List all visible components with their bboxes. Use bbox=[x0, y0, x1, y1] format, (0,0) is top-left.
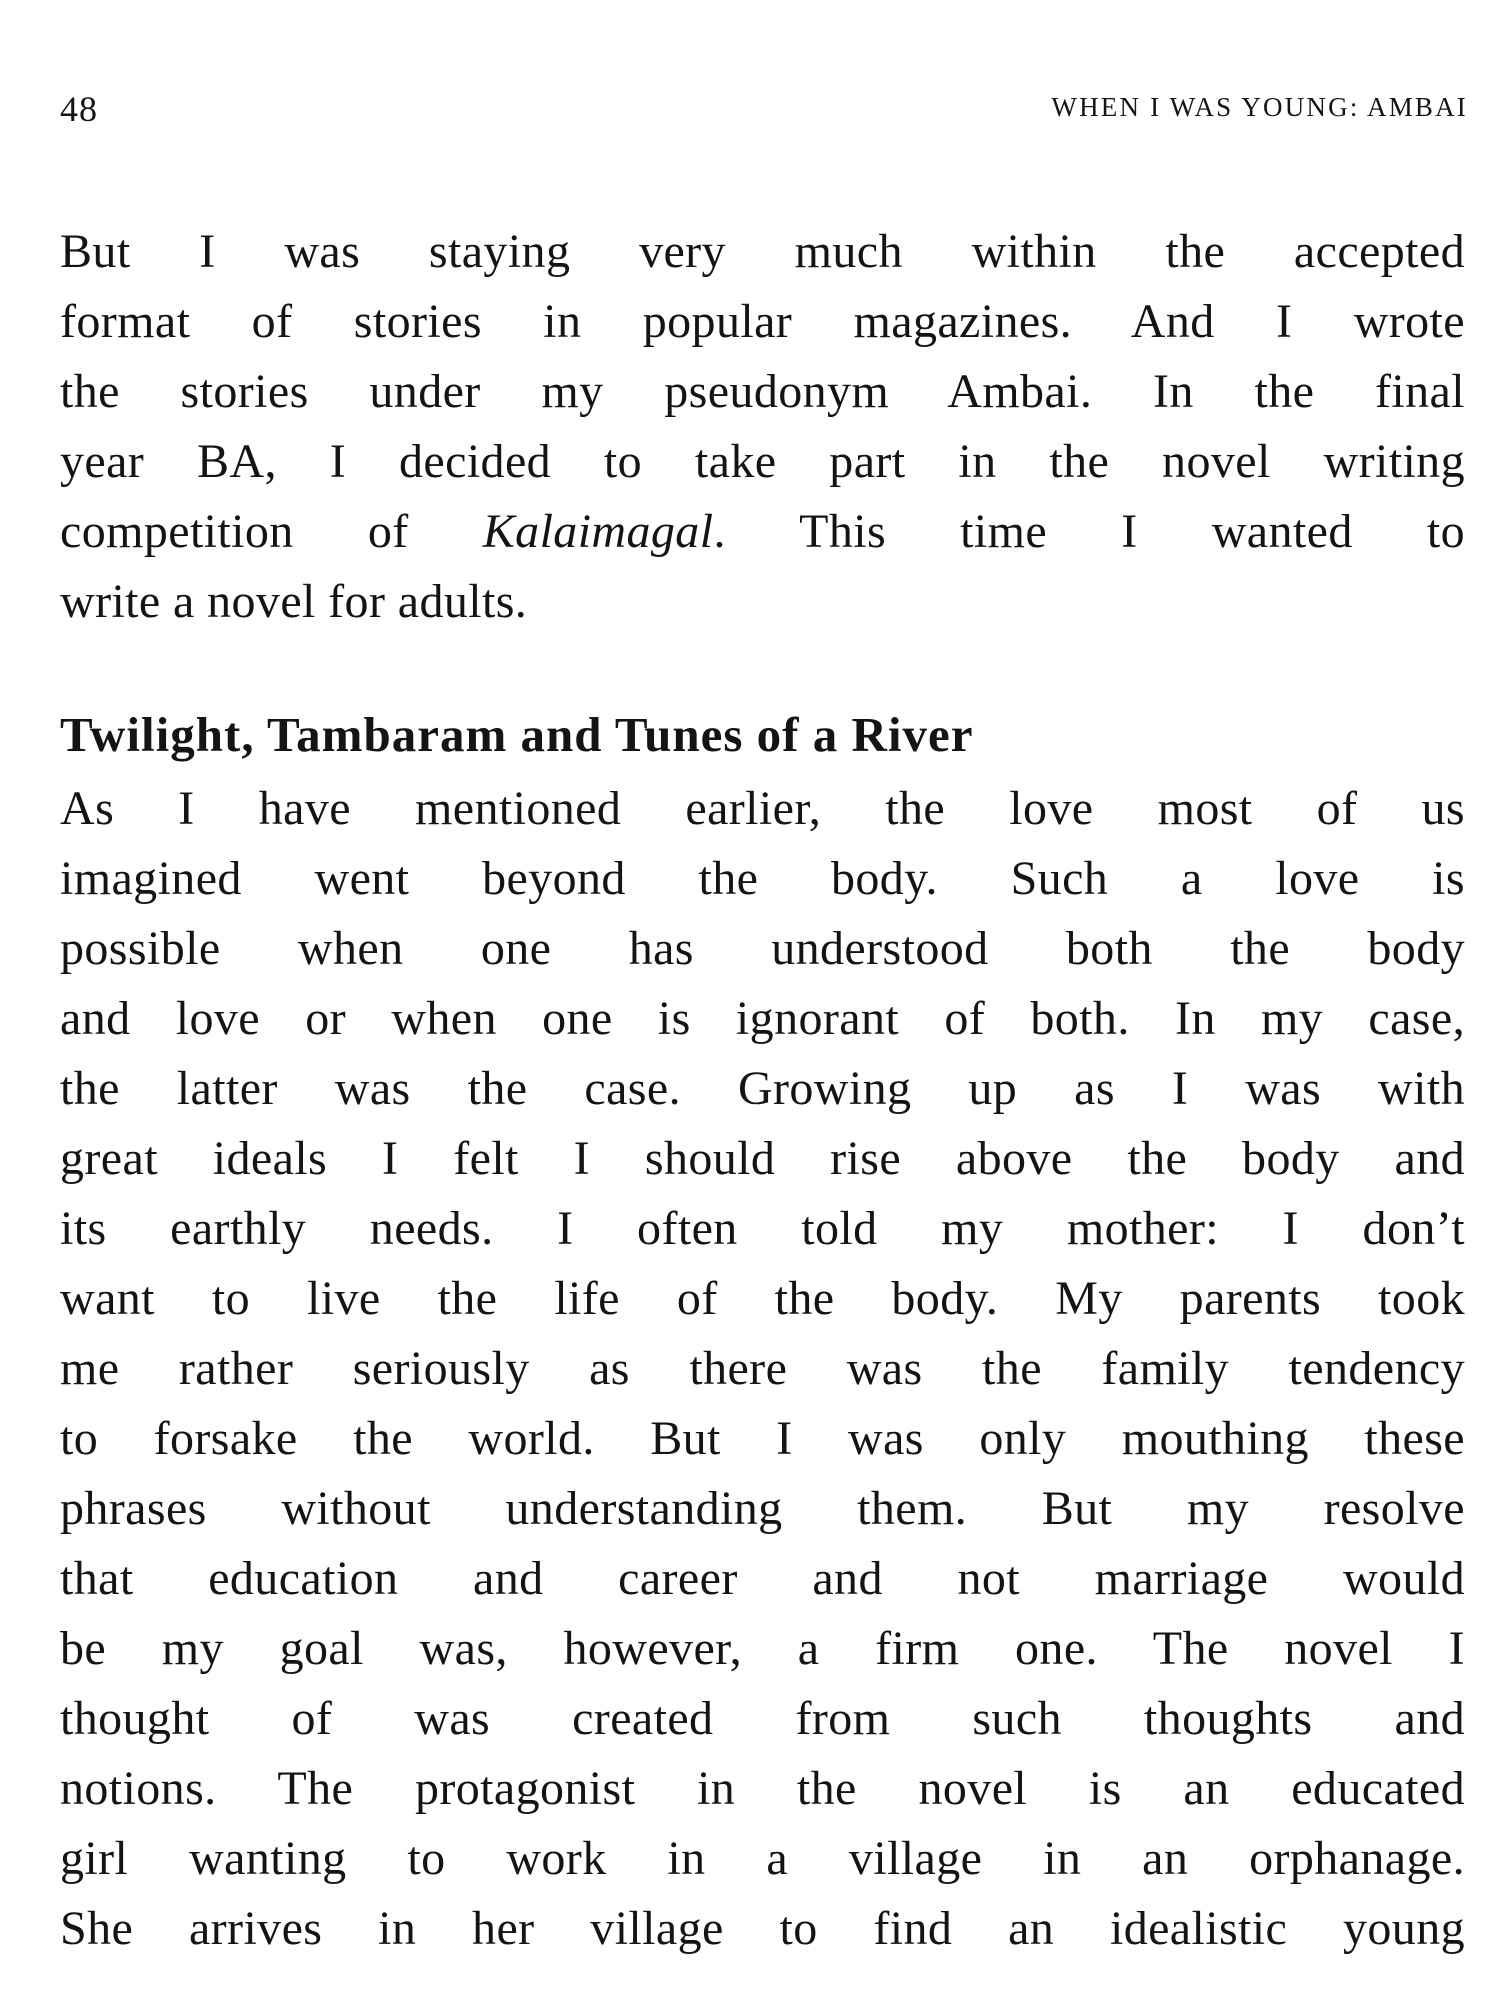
text-line: girl wanting to work in a village in an orphanage. bbox=[60, 1832, 1465, 1885]
text-line: and love or when one is ignorant of both. In my case, bbox=[60, 992, 1465, 1045]
text-line: great ideals I felt I should rise above the body and bbox=[60, 1132, 1465, 1185]
text-line: year BA, I decided to take part in the novel writing bbox=[60, 435, 1465, 488]
running-title: WHEN I WAS YOUNG: AMBAI bbox=[1051, 92, 1468, 122]
text-segment: . This time I wanted to bbox=[713, 505, 1465, 558]
text-line: me rather seriously as there was the family tendency bbox=[60, 1342, 1465, 1395]
text-line: want to live the life of the body. My parents took bbox=[60, 1272, 1465, 1325]
text-line: to forsake the world. But I was only mouthing these bbox=[60, 1412, 1465, 1465]
text-line: notions. The protagonist in the novel is an educated bbox=[60, 1762, 1465, 1815]
text-line: As I have mentioned earlier, the love most of us bbox=[60, 782, 1465, 835]
text-line: thought of was created from such thoughts and bbox=[60, 1692, 1465, 1745]
text-line: its earthly needs. I often told my mother: I don’t bbox=[60, 1202, 1465, 1255]
text-line bbox=[60, 497, 1465, 567]
text-line: She arrives in her village to find an idealistic young bbox=[60, 1902, 1465, 1955]
text-line: the latter was the case. Growing up as I was with bbox=[60, 1062, 1465, 1115]
paragraph-intro bbox=[60, 217, 1465, 637]
section-heading: Twilight, Tambaram and Tunes of a River bbox=[60, 707, 974, 762]
running-header bbox=[60, 88, 1468, 128]
text-line: But I was staying very much within the accepted bbox=[60, 225, 1465, 278]
text-line: that education and career and not marriage would bbox=[60, 1552, 1465, 1605]
text-line: be my goal was, however, a firm one. The novel I bbox=[60, 1622, 1465, 1675]
text-line: possible when one has understood both the body bbox=[60, 922, 1465, 975]
magazine-title: Kalaimagal bbox=[482, 505, 714, 558]
paragraph-section bbox=[60, 774, 1465, 1964]
page-number: 48 bbox=[60, 89, 98, 129]
text-line: write a novel for adults. bbox=[60, 575, 528, 628]
text-line: phrases without understanding them. But my resolve bbox=[60, 1482, 1465, 1535]
text-segment: competition of bbox=[60, 505, 409, 558]
text-line: the stories under my pseudonym Ambai. In the final bbox=[60, 365, 1465, 418]
text-line: imagined went beyond the body. Such a love is bbox=[60, 852, 1465, 905]
text-line: format of stories in popular magazines. And I wrote bbox=[60, 295, 1465, 348]
